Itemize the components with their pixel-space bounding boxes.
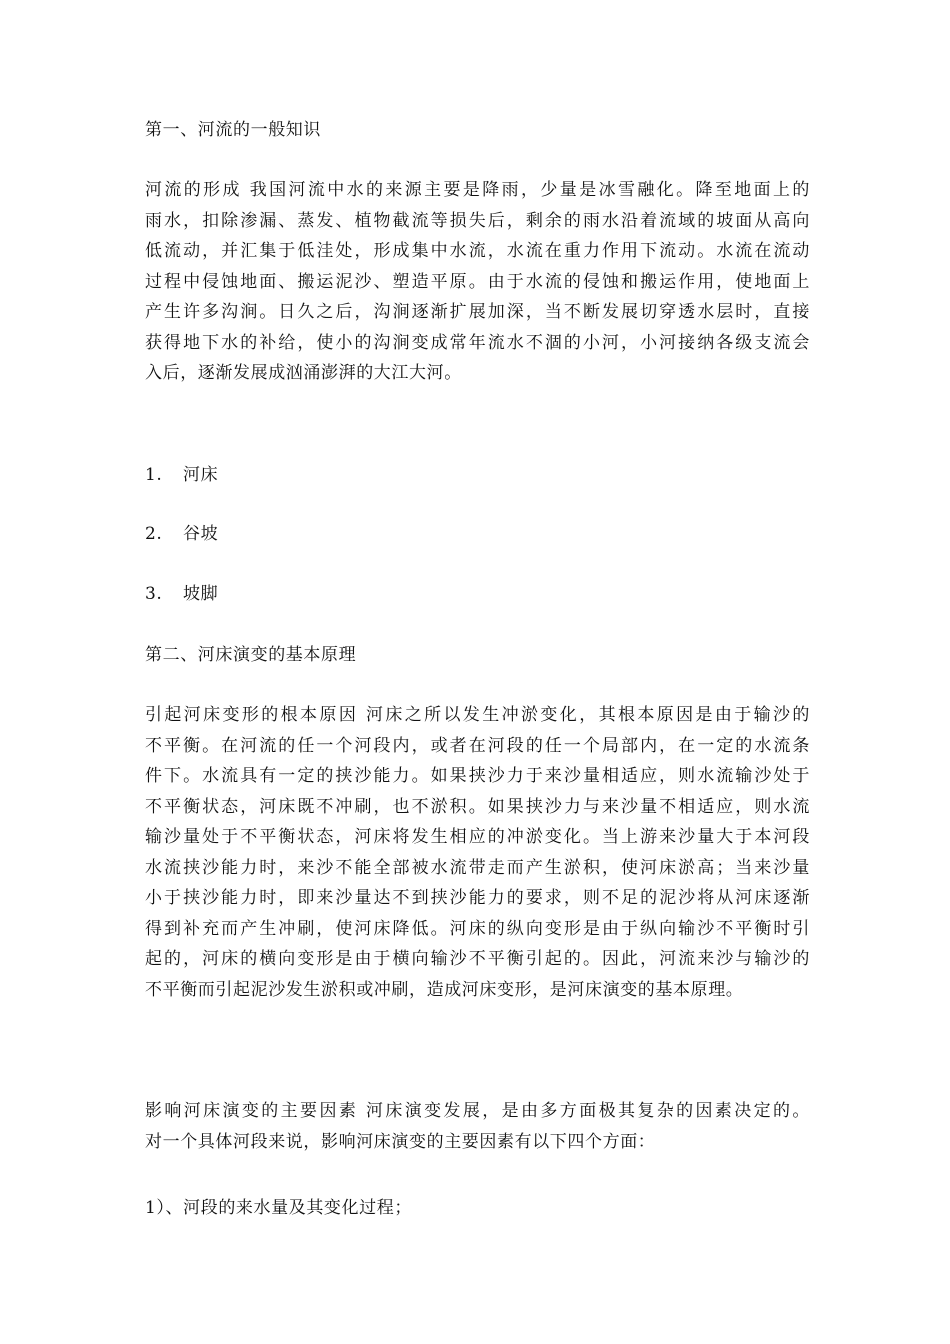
paragraph-main-factors bbox=[145, 1096, 810, 1157]
factor-item-1: 1）、河段的来水量及其变化过程； bbox=[145, 1198, 412, 1218]
paragraph-line: 雨水，扣除渗漏、蒸发、植物截流等损失后，剩余的雨水沿着流域的坡面从高向 bbox=[145, 210, 810, 231]
paragraph-line: 产生许多沟涧。日久之后，沟涧逐渐扩展加深，当不断发展切穿透水层时，直接 bbox=[145, 302, 810, 322]
section-1-heading: 第一、河流的一般知识 bbox=[145, 120, 321, 140]
paragraph-line: 件下。水流具有一定的挟沙能力。如果挟沙力于来沙量相适应，则水流输沙处于 bbox=[145, 766, 810, 786]
paragraph-line: 获得地下水的补给，使小的沟涧变成常年流水不涸的小河，小河接纳各级支流会 bbox=[145, 332, 810, 353]
section-2-heading: 第二、河床演变的基本原理 bbox=[145, 645, 357, 665]
paragraph-line: 不平衡。在河流的任一个河段内，或者在河段的任一个局部内，在一定的水流条 bbox=[145, 735, 810, 756]
paragraph-line: 过程中侵蚀地面、搬运泥沙、塑造平原。由于水流的侵蚀和搬运作用，使地面上 bbox=[145, 271, 810, 292]
paragraph-line: 水流挟沙能力时，来沙不能全部被水流带走而产生淤积，使河床淤高；当来沙量 bbox=[145, 857, 810, 878]
list-item bbox=[145, 519, 810, 550]
paragraph-line: 河流的形成 我国河流中水的来源主要是降雨，少量是冰雪融化。降至地面上的 bbox=[145, 180, 810, 200]
paragraph-line: 不平衡而引起泥沙发生淤积或冲刷，造成河床变形，是河床演变的基本原理。 bbox=[145, 979, 744, 1000]
list-number: 2. bbox=[145, 524, 163, 544]
paragraph-line: 小于挟沙能力时，即来沙量达不到挟沙能力的要求，则不足的泥沙将从河床逐渐 bbox=[145, 888, 810, 908]
paragraph-line: 得到补充而产生冲刷，使河床降低。河床的纵向变形是由于纵向输沙不平衡时引 bbox=[145, 918, 810, 939]
list-text: 河床 bbox=[183, 465, 219, 485]
list-text: 谷坡 bbox=[183, 524, 219, 544]
paragraph-line: 不平衡状态，河床既不冲刷，也不淤积。如果挟沙力与来沙量不相适应，则水流 bbox=[145, 796, 810, 817]
paragraph-line: 输沙量处于不平衡状态，河床将发生相应的冲淤变化。当上游来沙量大于本河段 bbox=[145, 827, 810, 847]
paragraph-line: 低流动，并汇集于低洼处，形成集中水流，水流在重力作用下流动。水流在流动 bbox=[145, 241, 810, 261]
paragraph-line: 引起河床变形的根本原因 河床之所以发生冲淤变化，其根本原因是由于输沙的 bbox=[145, 705, 810, 725]
list-item bbox=[145, 460, 810, 491]
paragraph-line: 入后，逐渐发展成汹涌澎湃的大江大河。 bbox=[145, 363, 462, 383]
paragraph-line: 起的，河床的横向变形是由于横向输沙不平衡引起的。因此，河流来沙与输沙的 bbox=[145, 949, 810, 969]
paragraph-line: 影响河床演变的主要因素 河床演变发展，是由多方面极其复杂的因素决定的。 bbox=[145, 1101, 810, 1121]
list-number: 1. bbox=[145, 465, 163, 485]
paragraph-river-formation bbox=[145, 175, 810, 389]
list-item bbox=[145, 579, 810, 610]
list-text: 坡脚 bbox=[183, 584, 219, 604]
paragraph-riverbed-principle bbox=[145, 700, 810, 1005]
list-number: 3. bbox=[145, 584, 163, 604]
paragraph-line: 对一个具体河段来说，影响河床演变的主要因素有以下四个方面： bbox=[145, 1131, 656, 1152]
